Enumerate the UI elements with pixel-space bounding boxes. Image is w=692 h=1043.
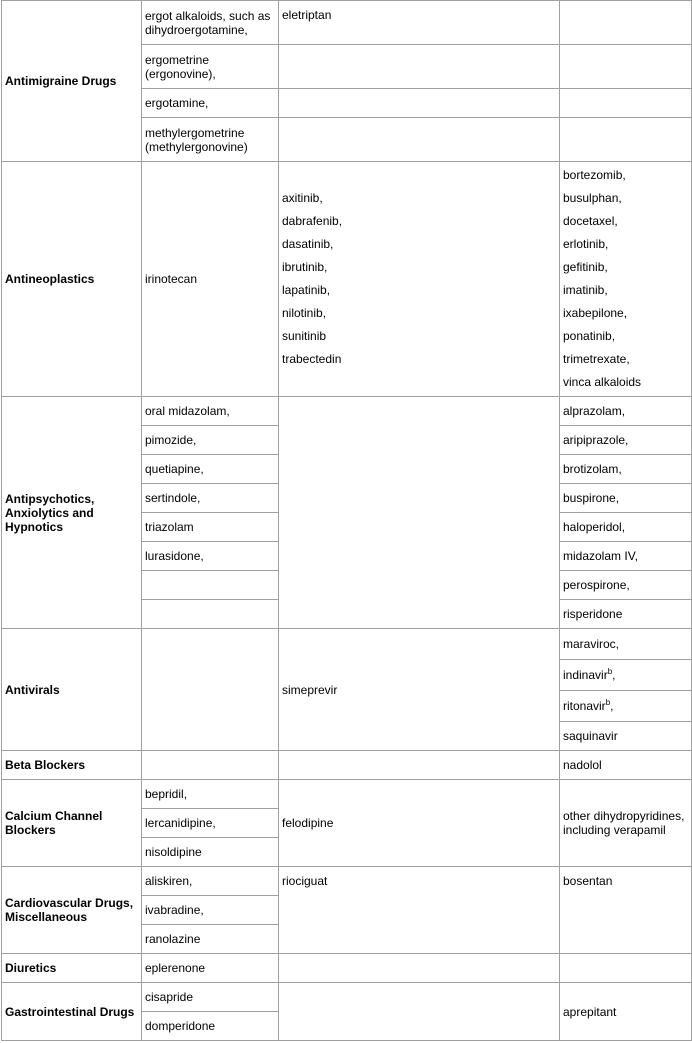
table-row: [2, 983, 692, 1012]
drug-cell: ergotamine,: [142, 89, 279, 118]
table-row: [2, 162, 692, 397]
drug-cell: [560, 691, 692, 722]
drug-name: indinavir: [563, 668, 608, 682]
drug-cell: felodipine: [279, 780, 560, 867]
drug-cell: [560, 629, 692, 660]
drug-cell: eletriptan: [279, 1, 560, 45]
empty-cell: [142, 751, 279, 780]
drug-cell: aripiprazole,: [560, 426, 692, 455]
empty-cell: [560, 118, 692, 162]
table-row: [2, 751, 692, 780]
drug-cell: risperidone: [560, 600, 692, 629]
list-item: trabectedin: [282, 352, 342, 366]
drug-cell: cisapride: [142, 983, 279, 1012]
drug-cell: eplerenone: [142, 954, 279, 983]
empty-cell: [142, 629, 279, 751]
empty-cell: [279, 954, 560, 983]
drug-cell: irinotecan: [142, 162, 279, 397]
category-cell: Gastrointestinal Drugs: [2, 983, 142, 1041]
drug-cell: domperidone: [142, 1012, 279, 1041]
drug-cell: triazolam: [142, 513, 279, 542]
category-cell: Beta Blockers: [2, 751, 142, 780]
list-item: gefitinib,: [563, 260, 608, 274]
table-row: [2, 867, 692, 896]
drug-cell: sertindole,: [142, 484, 279, 513]
list-item: docetaxel,: [563, 214, 618, 228]
list-item: imatinib,: [563, 283, 608, 297]
empty-cell: [560, 89, 692, 118]
list-item: ixabepilone,: [563, 306, 628, 320]
list-item: trimetrexate,: [563, 352, 630, 366]
table-row: [2, 629, 692, 660]
drug-cell: riociguat: [279, 867, 560, 954]
drug-cell: alprazolam,: [560, 397, 692, 426]
drug-name: maraviroc,: [563, 637, 620, 651]
table-row: [2, 1, 692, 45]
empty-cell: [279, 45, 560, 89]
list-item: busulphan,: [563, 191, 622, 205]
empty-cell: [279, 751, 560, 780]
table-row: [2, 954, 692, 983]
drug-cell: nisoldipine: [142, 838, 279, 867]
drug-cell: oral midazolam,: [142, 397, 279, 426]
drug-punct: ,: [612, 668, 616, 682]
drug-cell: methylergometrine (methylergonovine): [142, 118, 279, 162]
drug-cell: ergot alkaloids, such as dihydroergotamine,: [142, 1, 279, 45]
list-item: ibrutinib,: [282, 260, 328, 274]
drug-list: [563, 164, 688, 394]
table-row: [2, 397, 692, 426]
drug-cell: [560, 660, 692, 691]
empty-cell: [560, 45, 692, 89]
drug-cell: ergometrine (ergonovine),: [142, 45, 279, 89]
drug-cell: other dihydropyridines, including verapamil: [560, 780, 692, 867]
empty-cell: [560, 1, 692, 45]
drug-interaction-table: [1, 0, 692, 1041]
list-item: erlotinib,: [563, 237, 609, 251]
category-cell: Antineoplastics: [2, 162, 142, 397]
drug-cell: [560, 722, 692, 751]
drug-list: [282, 187, 556, 371]
drug-punct: ,: [610, 699, 614, 713]
table-row: [2, 780, 692, 809]
drug-cell: buspirone,: [560, 484, 692, 513]
drug-cell: quetiapine,: [142, 455, 279, 484]
drug-cell: haloperidol,: [560, 513, 692, 542]
drug-list-cell: [279, 162, 560, 397]
drug-cell: ranolazine: [142, 925, 279, 954]
drug-cell: bepridil,: [142, 780, 279, 809]
list-item: dabrafenib,: [282, 214, 343, 228]
drug-cell: aprepitant: [560, 983, 692, 1041]
category-cell: Diuretics: [2, 954, 142, 983]
drug-list-cell: [560, 162, 692, 397]
empty-cell: [142, 571, 279, 600]
drug-cell: ivabradine,: [142, 896, 279, 925]
list-item: dasatinib,: [282, 237, 334, 251]
drug-cell: brotizolam,: [560, 455, 692, 484]
empty-cell: [279, 397, 560, 629]
list-item: lapatinib,: [282, 283, 331, 297]
footnote-marker: b: [607, 667, 613, 676]
drug-cell: lercanidipine,: [142, 809, 279, 838]
empty-cell: [279, 118, 560, 162]
category-cell: Calcium Channel Blockers: [2, 780, 142, 867]
list-item: vinca alkaloids: [563, 375, 642, 389]
list-item: nilotinib,: [282, 306, 327, 320]
drug-cell: lurasidone,: [142, 542, 279, 571]
empty-cell: [560, 954, 692, 983]
empty-cell: [279, 983, 560, 1041]
list-item: sunitinib: [282, 329, 327, 343]
drug-cell: pimozide,: [142, 426, 279, 455]
drug-cell: aliskiren,: [142, 867, 279, 896]
footnote-marker: b: [605, 698, 611, 707]
drug-name: saquinavir: [563, 729, 618, 743]
empty-cell: [142, 600, 279, 629]
list-item: ponatinib,: [563, 329, 616, 343]
list-item: bortezomib,: [563, 168, 626, 182]
category-cell: Cardiovascular Drugs, Miscellaneous: [2, 867, 142, 954]
empty-cell: [279, 89, 560, 118]
drug-cell: midazolam IV,: [560, 542, 692, 571]
drug-cell: simeprevir: [279, 629, 560, 751]
category-cell: Antivirals: [2, 629, 142, 751]
category-cell: Antipsychotics, Anxiolytics and Hypnotics: [2, 397, 142, 629]
list-item: axitinib,: [282, 191, 323, 205]
drug-name: ritonavir: [563, 699, 606, 713]
drug-cell: perospirone,: [560, 571, 692, 600]
drug-cell: bosentan: [560, 867, 692, 954]
category-cell: Antimigraine Drugs: [2, 1, 142, 162]
drug-cell: nadolol: [560, 751, 692, 780]
